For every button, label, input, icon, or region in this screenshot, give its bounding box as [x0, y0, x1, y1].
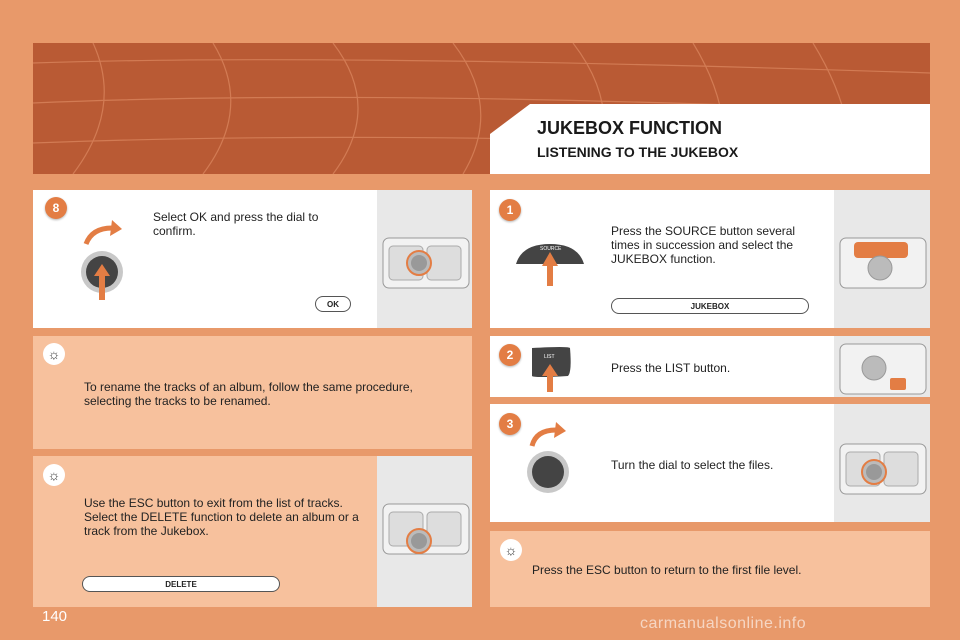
dial-turn-icon	[524, 420, 572, 496]
source-button-label: SOURCE	[540, 246, 562, 252]
page-subtitle: LISTENING TO THE JUKEBOX	[537, 144, 739, 160]
radio-panel-icon	[377, 456, 472, 607]
ok-pill: OK	[315, 296, 351, 312]
radio-illustration-2	[377, 456, 472, 607]
jukebox-pill: JUKEBOX	[611, 298, 809, 314]
delete-pill: DELETE	[82, 576, 280, 592]
step-3-badge: 3	[499, 413, 521, 435]
radio-panel-icon	[834, 190, 930, 328]
radio-illustration-3	[834, 190, 930, 328]
dial-press-icon	[78, 220, 134, 302]
step-1-text: Press the SOURCE button several times in succession and select the JUKEBOX function.	[611, 224, 796, 266]
list-button-icon	[528, 342, 574, 394]
watermark: carmanualsonline.info	[640, 615, 807, 632]
tip-2-text: Use the ESC button to exit from the list of tracks. Select the DELETE function to delete an album or a track from the Jukebox.	[84, 496, 359, 538]
title-box	[490, 104, 930, 174]
radio-illustration-5	[834, 404, 930, 522]
step-1-badge: 1	[499, 199, 521, 221]
radio-illustration-4	[834, 336, 930, 397]
radio-panel-icon	[377, 190, 472, 328]
step-8-text: Select OK and press the dial to confirm.	[153, 210, 319, 238]
radio-panel-icon	[834, 404, 930, 522]
radio-illustration-1	[377, 190, 472, 328]
tip-1-text: To rename the tracks of an album, follow the same procedure, selecting the tracks to be renamed.	[84, 380, 413, 408]
lightbulb-icon: ☼	[500, 539, 522, 561]
step-2-badge: 2	[499, 344, 521, 366]
tip-3-text: Press the ESC button to return to the first file level.	[532, 563, 802, 577]
radio-panel-icon	[834, 336, 930, 397]
step-3-text: Turn the dial to select the files.	[611, 458, 774, 472]
step-2-text: Press the LIST button.	[611, 361, 731, 375]
lightbulb-icon: ☼	[43, 464, 65, 486]
lightbulb-icon: ☼	[43, 343, 65, 365]
list-button-label: LIST	[544, 354, 555, 360]
page-number: 140	[42, 608, 68, 625]
page-title: JUKEBOX FUNCTION	[537, 118, 723, 138]
step-8-badge: 8	[45, 197, 67, 219]
